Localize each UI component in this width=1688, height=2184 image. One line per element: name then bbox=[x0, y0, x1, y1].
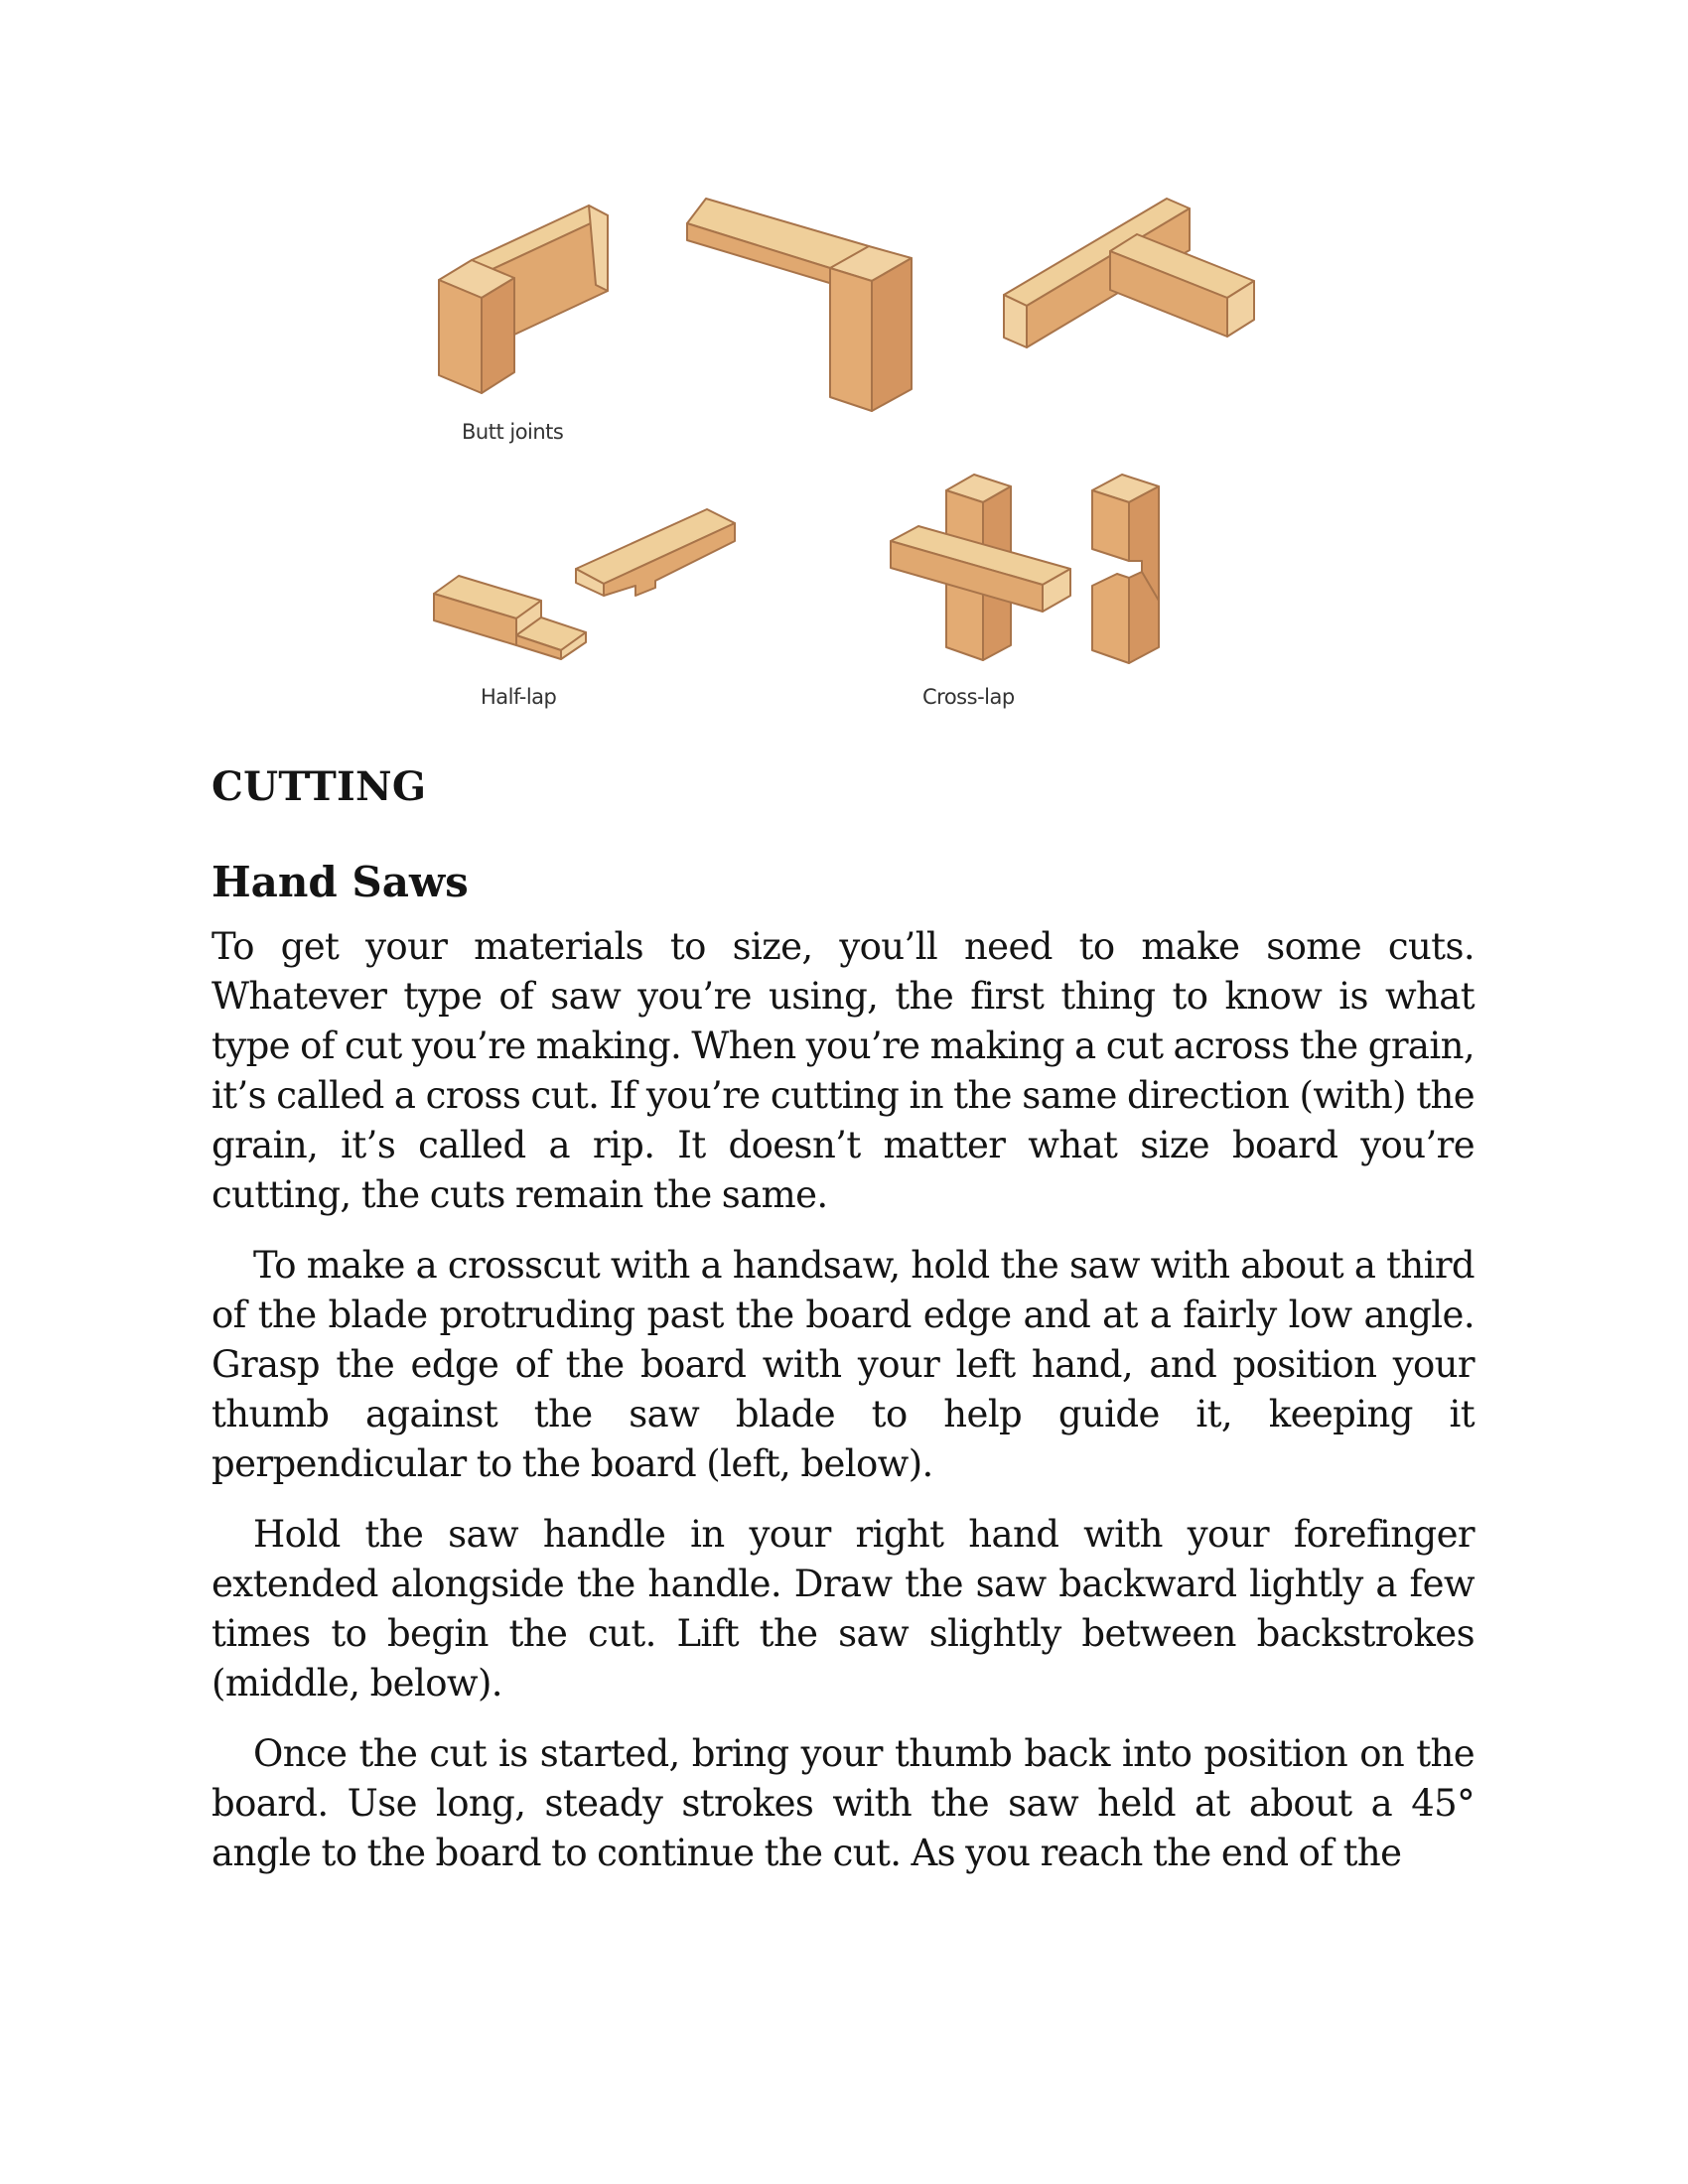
butt-joint-t-shape bbox=[1004, 199, 1254, 347]
body-paragraph: To make a crosscut with a handsaw, hold the saw with about a third of the blade protruding past the board edge and at a fairly low angle. Grasp the edge of the board with your left hand, and position your thumb against the saw blade to help guide it, keeping it perpendicular to the board (left, below). bbox=[211, 1244, 1475, 1485]
cross-lap-separated bbox=[1092, 475, 1159, 663]
page-text bbox=[211, 759, 1475, 1878]
subsection-title: Hand Saws bbox=[211, 858, 469, 906]
half-lap-caption: Half-lap bbox=[481, 685, 557, 709]
joints-illustration bbox=[0, 0, 1688, 735]
section-title: CUTTING bbox=[211, 763, 427, 810]
body-paragraph: Hold the saw handle in your right hand with your forefinger extended alongside the handle. Draw the saw backward lightly a few times to begin the cut. Lift the saw slightly between backstrokes (middle, below). bbox=[211, 1513, 1475, 1705]
cross-lap-assembled bbox=[891, 475, 1070, 660]
wood-joints-figure bbox=[0, 0, 1688, 735]
half-lap-joint bbox=[434, 509, 735, 659]
butt-joints-caption: Butt joints bbox=[462, 420, 564, 444]
body-paragraph: Once the cut is started, bring your thumb back into position on the board. Use long, steady strokes with the saw held at about a 45° angle to the board to continue the cut. As you reach the end of the bbox=[211, 1732, 1475, 1874]
body-paragraph: To get your materials to size, you’ll need to make some cuts. Whatever type of saw you’re using, the first thing to know is what type of cut you’re making. When you’re making a cut across the grain, it’s called a cross cut. If you’re cutting in the same direction (with) the grain, it’s called a rip. It doesn’t matter what size board you’re cutting, the cuts remain the same. bbox=[211, 925, 1476, 1216]
butt-joint-l-shape bbox=[439, 205, 608, 393]
cross-lap-caption: Cross-lap bbox=[922, 685, 1015, 709]
butt-joint-inverted-l bbox=[687, 199, 912, 411]
